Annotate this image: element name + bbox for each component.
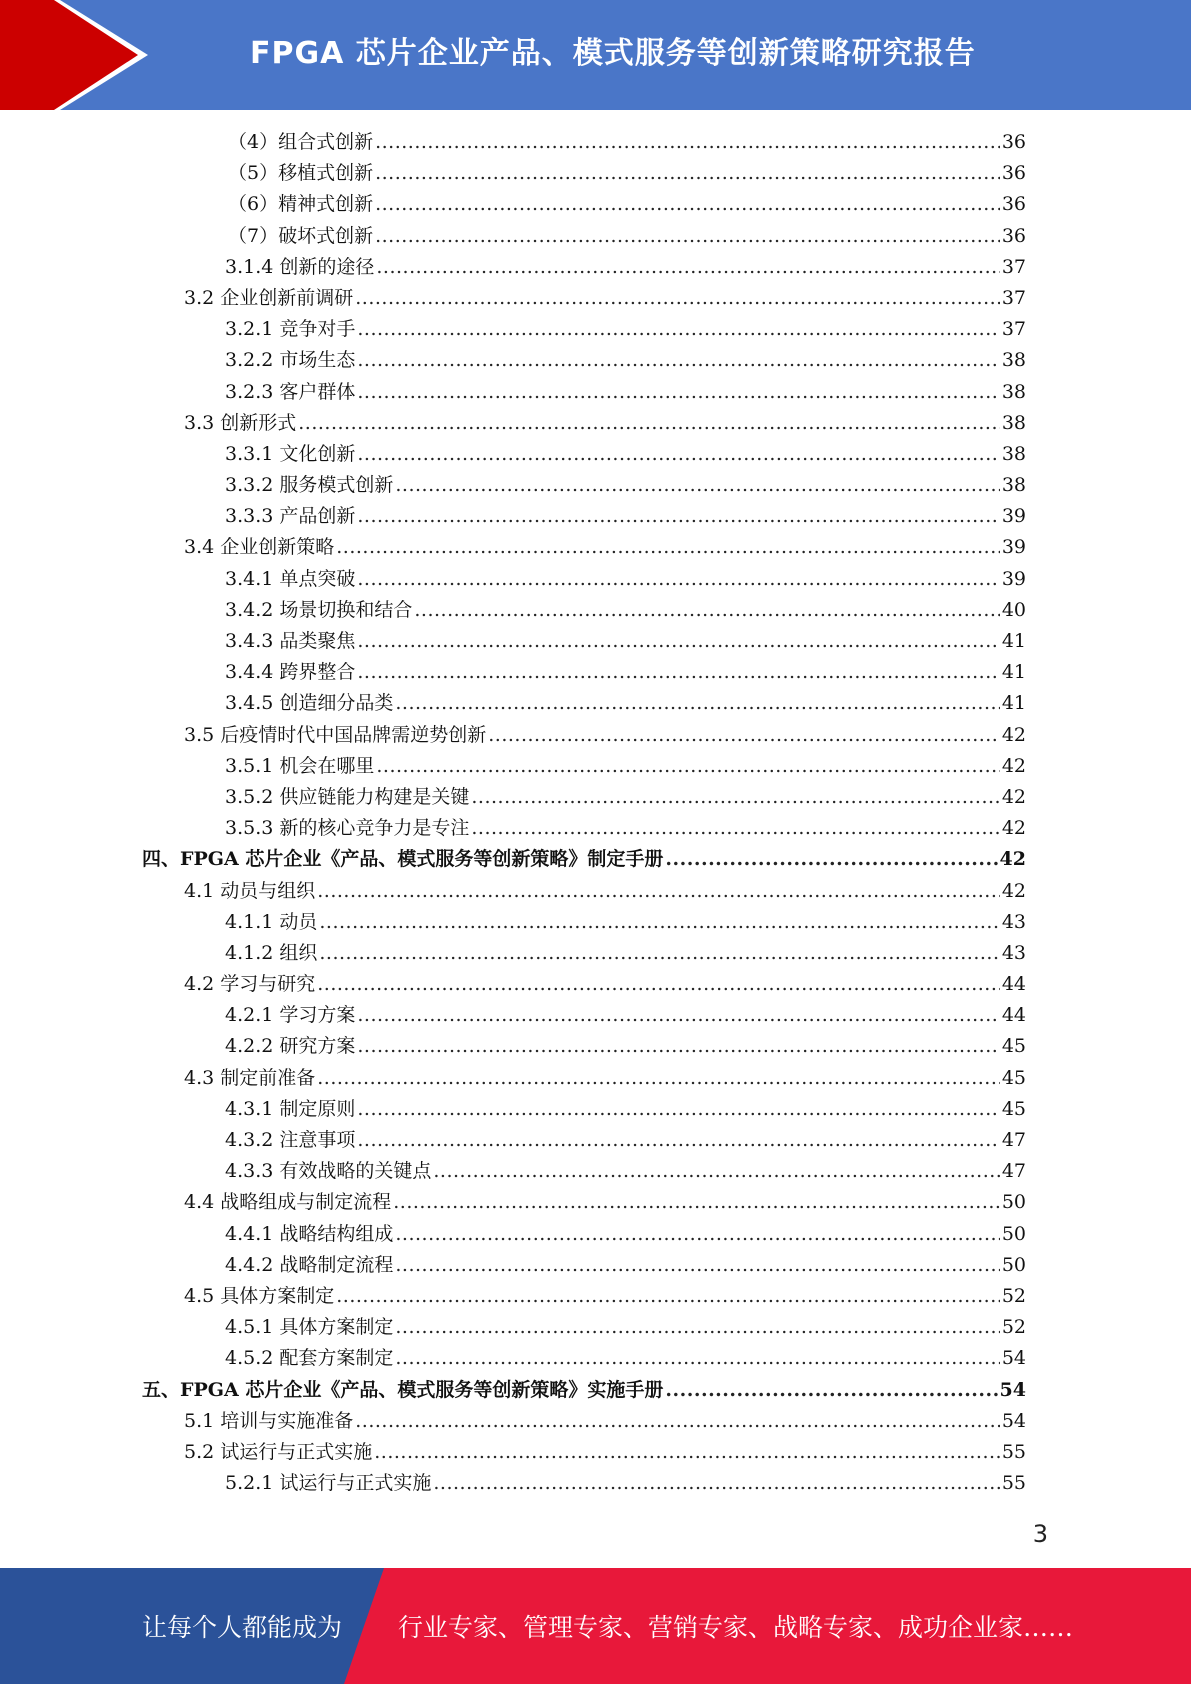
toc-entry[interactable] [225, 1312, 1026, 1343]
toc-entry-label: 4.2.2 研究方案 [225, 1035, 356, 1058]
toc-dot-leader [357, 1125, 999, 1156]
toc-entry-label: 3.2.1 竞争对手 [225, 318, 356, 341]
table-of-contents [0, 127, 1191, 1499]
toc-entry-page: 42 [1001, 785, 1026, 808]
toc-entry-label: 3.2.2 市场生态 [225, 349, 356, 372]
toc-entry[interactable] [184, 1187, 1026, 1218]
toc-entry-page: 47 [1001, 1129, 1026, 1151]
toc-entry[interactable] [225, 314, 1026, 345]
toc-dot-leader [336, 532, 1000, 563]
toc-entry-page: 55 [1001, 1440, 1026, 1463]
toc-dot-leader [357, 501, 999, 532]
toc-entry[interactable] [225, 1468, 1026, 1499]
toc-entry-label: 3.2 企业创新前调研 [184, 286, 354, 309]
toc-entry-page: 42 [1001, 879, 1026, 902]
toc-entry[interactable] [184, 969, 1026, 1000]
toc-dot-leader [375, 221, 1000, 252]
toc-entry[interactable] [184, 1406, 1026, 1437]
toc-entry[interactable] [225, 1250, 1026, 1281]
toc-dot-leader [298, 408, 1000, 439]
toc-entry-label: 5.2 试运行与正式实施 [184, 1440, 373, 1463]
toc-entry-page: 38 [1001, 349, 1026, 372]
toc-entry-page: 39 [1001, 536, 1026, 559]
toc-entry[interactable] [228, 158, 1026, 189]
toc-dot-leader [395, 688, 999, 719]
toc-entry-page: 38 [1001, 442, 1026, 465]
toc-entry[interactable] [142, 1375, 1026, 1406]
toc-entry[interactable] [225, 439, 1026, 470]
toc-entry[interactable] [225, 595, 1026, 626]
toc-entry-label: 五、FPGA 芯片企业《产品、模式服务等创新策略》实施手册 [142, 1378, 664, 1401]
toc-entry-page: 42 [999, 848, 1026, 871]
toc-entry-page: 45 [1001, 1066, 1026, 1089]
toc-entry-page: 44 [1001, 1004, 1026, 1027]
toc-entry[interactable] [225, 688, 1026, 719]
toc-dot-leader [395, 1343, 999, 1374]
toc-dot-leader [355, 283, 1000, 314]
toc-entry-label: 4.4 战略组成与制定流程 [184, 1191, 392, 1214]
toc-entry[interactable] [225, 782, 1026, 813]
toc-entry-page: 36 [1001, 224, 1026, 247]
toc-entry[interactable] [225, 345, 1026, 376]
toc-entry-label: 4.5.2 配套方案制定 [225, 1347, 394, 1370]
toc-dot-leader [395, 1250, 999, 1281]
toc-dot-leader [357, 314, 999, 345]
toc-entry-page: 40 [1001, 598, 1026, 621]
toc-entry-page: 37 [1001, 286, 1026, 309]
page-number: 3 [1032, 1520, 1048, 1548]
report-title: FPGA 芯片企业产品、模式服务等创新策略研究报告 [250, 36, 976, 71]
toc-entry-page: 52 [1001, 1316, 1026, 1339]
toc-entry[interactable] [225, 1125, 1026, 1156]
toc-entry-label: 3.2.3 客户群体 [225, 380, 356, 403]
toc-entry-page: 45 [1001, 1097, 1026, 1120]
toc-entry-label: 4.4.2 战略制定流程 [225, 1253, 394, 1276]
toc-entry-page: 39 [1001, 567, 1026, 590]
page-header [0, 0, 1191, 110]
toc-entry-label: 4.4.1 战略结构组成 [225, 1222, 394, 1245]
toc-entry-page: 45 [1001, 1035, 1026, 1058]
toc-dot-leader [375, 189, 1000, 220]
toc-entry-page: 38 [1001, 474, 1026, 497]
toc-entry[interactable] [228, 127, 1026, 158]
toc-entry-page: 42 [1001, 817, 1026, 840]
toc-entry-page: 38 [1001, 411, 1026, 434]
toc-dot-leader [375, 158, 1000, 189]
toc-entry[interactable] [225, 564, 1026, 595]
toc-dot-leader [471, 813, 999, 844]
toc-entry-page: 41 [1001, 692, 1026, 715]
toc-dot-leader [357, 626, 999, 657]
toc-entry-label: 4.3.2 注意事项 [225, 1129, 356, 1151]
toc-entry-page: 43 [1001, 910, 1026, 933]
toc-entry-page: 42 [1001, 723, 1026, 746]
toc-entry-page: 38 [1001, 380, 1026, 403]
toc-entry[interactable] [225, 1000, 1026, 1031]
toc-dot-leader [357, 564, 999, 595]
toc-entry-label: 3.5 后疫情时代中国品牌需逆势创新 [184, 723, 487, 746]
toc-dot-leader [393, 1187, 1000, 1218]
toc-entry-page: 54 [999, 1378, 1026, 1401]
footer-slogan-right: 行业专家、管理专家、营销专家、战略专家、成功企业家…… [398, 1613, 1074, 1642]
toc-dot-leader [395, 470, 999, 501]
toc-dot-leader [357, 377, 999, 408]
toc-entry-page: 39 [1001, 505, 1026, 528]
toc-entry[interactable] [225, 938, 1026, 969]
toc-dot-leader [319, 907, 999, 938]
toc-entry-label: （4）组合式创新 [228, 131, 374, 153]
toc-dot-leader [355, 1406, 1000, 1437]
toc-entry-label: 3.5.3 新的核心竞争力是专注 [225, 817, 470, 840]
toc-entry[interactable] [225, 813, 1026, 844]
toc-dot-leader [336, 1281, 1000, 1312]
toc-dot-leader [317, 1063, 1000, 1094]
toc-entry-page: 50 [1001, 1253, 1026, 1276]
toc-entry[interactable] [184, 532, 1026, 563]
toc-entry[interactable] [228, 221, 1026, 252]
footer-slogan-left: 让每个人都能成为 [142, 1613, 343, 1642]
toc-dot-leader [376, 751, 999, 782]
toc-dot-leader [317, 969, 1000, 1000]
toc-entry-page: 36 [1001, 162, 1026, 185]
toc-dot-leader [395, 1219, 999, 1250]
toc-dot-leader [319, 938, 999, 969]
toc-entry-label: 3.3.3 产品创新 [225, 505, 356, 528]
toc-entry-label: 4.3.3 有效战略的关键点 [225, 1160, 432, 1183]
toc-dot-leader [374, 1437, 1000, 1468]
toc-entry[interactable] [225, 657, 1026, 688]
toc-entry-label: 3.4.4 跨界整合 [225, 661, 356, 684]
toc-entry-label: 3.5.2 供应链能力构建是关键 [225, 785, 470, 808]
toc-entry-page: 36 [1001, 193, 1026, 216]
toc-entry-label: 5.1 培训与实施准备 [184, 1409, 354, 1432]
toc-entry-label: 3.4.5 创造细分品类 [225, 692, 394, 715]
toc-entry-page: 54 [1001, 1409, 1026, 1432]
toc-entry[interactable] [184, 876, 1026, 907]
toc-entry-page: 50 [1001, 1222, 1026, 1245]
toc-entry[interactable] [225, 1156, 1026, 1187]
toc-entry-label: 4.1.2 组织 [225, 941, 318, 964]
toc-entry[interactable] [228, 189, 1026, 220]
toc-dot-leader [665, 844, 997, 875]
toc-dot-leader [376, 252, 999, 283]
toc-entry-label: 5.2.1 试运行与正式实施 [225, 1472, 432, 1495]
toc-dot-leader [357, 1031, 999, 1062]
toc-entry-page: 42 [1001, 754, 1026, 777]
toc-entry[interactable] [225, 907, 1026, 938]
toc-entry-page: 50 [1001, 1191, 1026, 1214]
toc-dot-leader [471, 782, 999, 813]
toc-entry[interactable] [225, 1219, 1026, 1250]
toc-entry-label: 3.4.1 单点突破 [225, 567, 356, 590]
toc-dot-leader [357, 657, 999, 688]
toc-entry-label: （7）破坏式创新 [228, 224, 374, 247]
toc-entry-label: 3.4 企业创新策略 [184, 536, 335, 559]
toc-entry-label: 4.1.1 动员 [225, 910, 318, 933]
toc-entry-label: 4.3.1 制定原则 [225, 1097, 356, 1120]
toc-entry[interactable] [184, 283, 1026, 314]
toc-entry-label: 3.3.2 服务模式创新 [225, 474, 394, 497]
toc-entry-label: 4.2.1 学习方案 [225, 1004, 356, 1027]
toc-entry-label: 3.3.1 文化创新 [225, 442, 356, 465]
toc-entry-page: 43 [1001, 941, 1026, 964]
toc-entry[interactable] [225, 377, 1026, 408]
toc-dot-leader [433, 1156, 999, 1187]
toc-entry-page: 54 [1001, 1347, 1026, 1370]
toc-entry-page: 52 [1001, 1284, 1026, 1307]
toc-entry-label: 4.2 学习与研究 [184, 973, 316, 996]
toc-entry-label: 4.3 制定前准备 [184, 1066, 316, 1089]
toc-dot-leader [357, 1094, 999, 1125]
toc-entry-page: 41 [1001, 630, 1026, 652]
toc-entry[interactable] [184, 1063, 1026, 1094]
toc-dot-leader [395, 1312, 999, 1343]
toc-dot-leader [317, 876, 1000, 907]
toc-entry-page: 47 [1001, 1160, 1026, 1183]
toc-entry-label: 3.5.1 机会在哪里 [225, 754, 375, 777]
toc-entry-page: 44 [1001, 973, 1026, 996]
toc-entry-label: （6）精神式创新 [228, 193, 374, 216]
toc-dot-leader [433, 1468, 999, 1499]
toc-entry[interactable] [184, 1437, 1026, 1468]
toc-dot-leader [357, 345, 999, 376]
toc-entry[interactable] [225, 1031, 1026, 1062]
toc-dot-leader [357, 439, 999, 470]
toc-entry-label: 3.4.3 品类聚焦 [225, 630, 356, 652]
toc-dot-leader [488, 720, 1000, 751]
toc-entry-label: 4.5 具体方案制定 [184, 1284, 335, 1307]
toc-entry[interactable] [225, 252, 1026, 283]
toc-entry-label: 4.1 动员与组织 [184, 879, 316, 902]
toc-entry[interactable] [225, 751, 1026, 782]
toc-entry-label: 四、FPGA 芯片企业《产品、模式服务等创新策略》制定手册 [142, 848, 664, 871]
toc-entry[interactable] [184, 720, 1026, 751]
toc-dot-leader [357, 1000, 999, 1031]
toc-entry-page: 55 [1001, 1472, 1026, 1495]
toc-entry-label: （5）移植式创新 [228, 162, 374, 185]
toc-entry[interactable] [225, 501, 1026, 532]
toc-dot-leader [375, 127, 1000, 158]
toc-dot-leader [414, 595, 999, 626]
page-footer [0, 1568, 1191, 1684]
toc-entry-page: 41 [1001, 661, 1026, 684]
toc-entry[interactable] [184, 1281, 1026, 1312]
toc-entry-page: 37 [1001, 318, 1026, 341]
toc-entry-page: 37 [1001, 255, 1026, 278]
toc-entry[interactable] [184, 408, 1026, 439]
toc-entry-label: 4.5.1 具体方案制定 [225, 1316, 394, 1339]
toc-entry[interactable] [225, 626, 1026, 657]
toc-entry[interactable] [225, 1094, 1026, 1125]
toc-entry-label: 3.3 创新形式 [184, 411, 297, 434]
toc-entry[interactable] [225, 1343, 1026, 1374]
toc-entry-label: 3.4.2 场景切换和结合 [225, 598, 413, 621]
toc-entry-label: 3.1.4 创新的途径 [225, 255, 375, 278]
toc-entry[interactable] [225, 470, 1026, 501]
toc-dot-leader [665, 1375, 997, 1406]
toc-entry-page: 36 [1001, 131, 1026, 153]
toc-entry[interactable] [142, 844, 1026, 875]
